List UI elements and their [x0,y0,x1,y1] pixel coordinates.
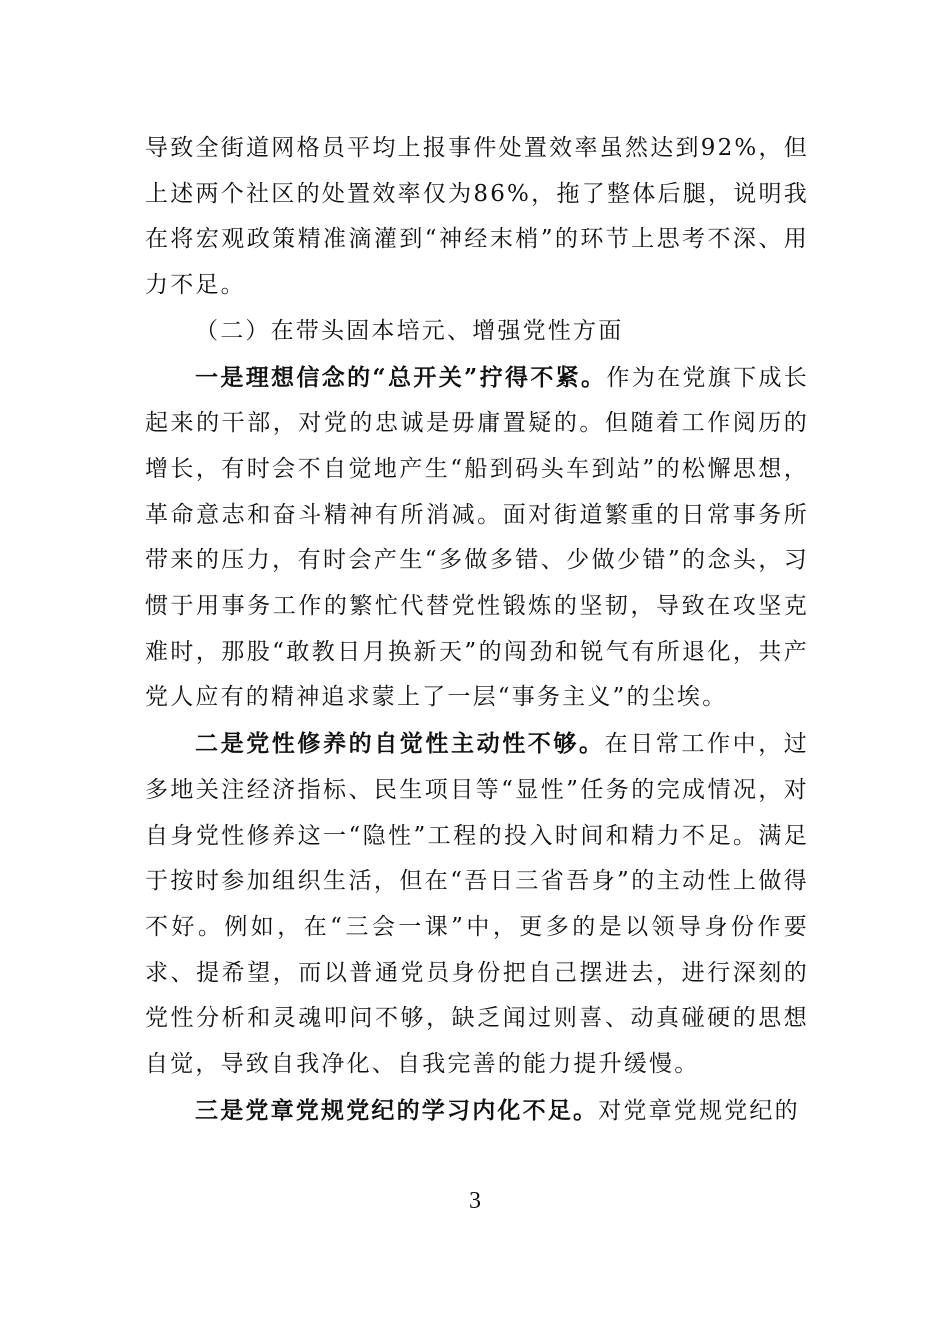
subheading-text: （二）在带头固本培元、增强党性方面 [195,317,624,344]
section-subheading [145,309,809,355]
paragraph-point-one [145,355,809,722]
paragraph-lead-bold: 二是党性修养的自觉性主动性不够。 [195,730,605,758]
paragraph-continuation [145,126,809,309]
page-number: 3 [469,1188,481,1214]
paragraph-text: 导致全街道网格员平均上报事件处置效率虽然达到92%，但上述两个社区的处置效率仅为86%，拖了整体后腿，说明我在将宏观政策精准滴灌到“神经末梢”的环节上思考不深、用力不足。 [145,135,809,299]
paragraph-point-two [145,721,809,1088]
paragraph-text: 在日常工作中，过多地关注经济指标、民生项目等“显性”任务的完成情况，对自身党性修养这一“隐性”工程的投入时间和精力不足。满足于按时参加组织生活，但在“吾日三省吾身”的主动性上做得不好。例如，在“三会一课”中，更多的是以领导身份作要求、提希望，而以普通党员身份把自己摆进去，进行深刻的党性分析和灵魂叩问不够，缺乏闻过则喜、动真碰硬的思想自觉，导致自我净化、自我完善的能力提升缓慢。 [145,731,809,1078]
paragraph-text: 对党章党规党纪的 [598,1097,800,1124]
paragraph-point-three [145,1088,809,1135]
body-text [145,126,809,1134]
paragraph-lead-bold: 三是党章党规党纪的学习内化不足。 [195,1096,599,1124]
paragraph-text: 作为在党旗下成长起来的干部，对党的忠诚是毋庸置疑的。但随着工作阅历的增长，有时会不自觉地产生“船到码头车到站”的松懈思想，革命意志和奋斗精神有所消减。面对街道繁重的日常事务所带来的压力，有时会产生“多做多错、少做少错”的念头，习惯于用事务工作的繁忙代替党性锻炼的坚韧，导致在攻坚克难时，那股“敢教日月换新天”的闯劲和锐气有所退化，共产党人应有的精神追求蒙上了一层“事务主义”的尘埃。 [145,364,810,711]
paragraph-lead-bold: 一是理想信念的“总开关”拧得不紧。 [195,363,607,391]
